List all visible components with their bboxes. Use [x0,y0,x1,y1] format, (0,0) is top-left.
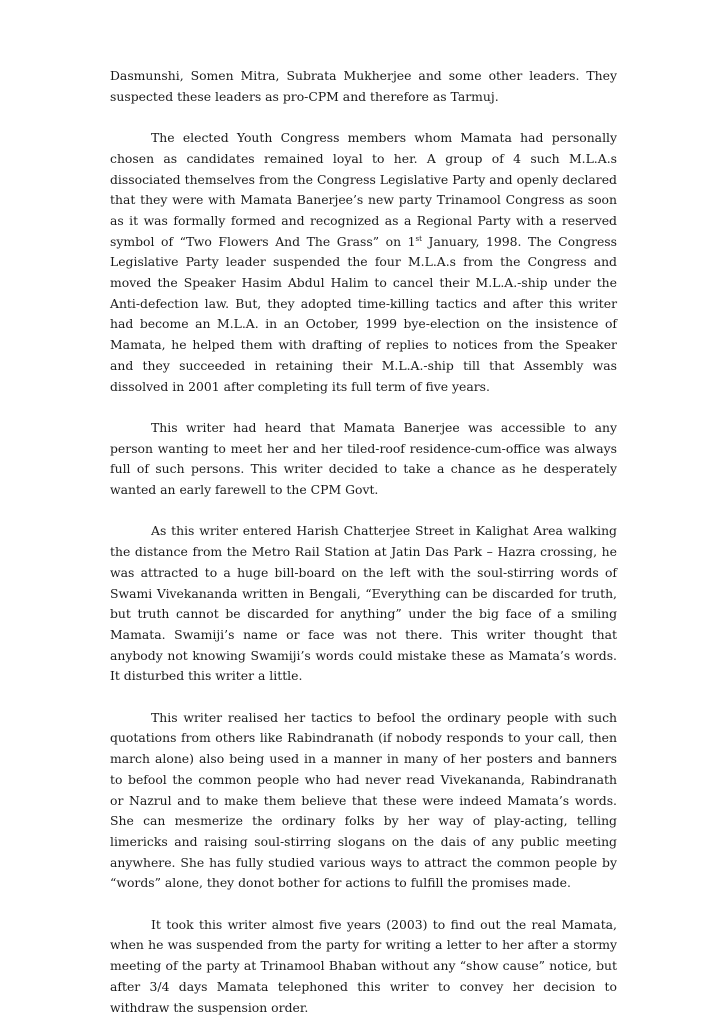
paragraph-2-text-before-superscript: The elected Youth Congress members whom Mamata had personally chosen as candidates remained loyal to her. A group of 4 such M.L.A.s dissociated themselves from the Congress Legislative Party and openly declared that they were with Mamata Banerjee’s new party Trinamool Congress as soon as it was formally formed and recognized as a Regional Party with a reserved symbol of “Two Flowers And The Grass” on 1 [110,130,617,249]
paragraph-2 [110,128,617,397]
paragraph-2-text-after-superscript: January, 1998. The Congress Legislative Party leader suspended the four M.L.A.s from the Congress and moved the Speaker Hasim Abdul Halim to cancel their M.L.A.-ship under the Anti-defection law. But, they adopted time-killing tactics and after this writer had become an M.L.A. in an October, 1999 bye-election on the insistence of Mamata, he helped them with drafting of replies to notices from the Speaker and they succeeded in retaining their M.L.A.-ship till that Assembly was dissolved in 2001 after completing its full term of five years. [110,233,617,394]
paragraph-3: This writer had heard that Mamata Banerjee was accessible to any person wanting to meet her and her tiled-roof residence-cum-office was always full of such persons. This writer decided to take a chance as he desperately wanted an early farewell to the CPM Govt. [110,419,617,498]
ordinal-superscript: st [415,234,422,243]
paragraph-4: As this writer entered Harish Chatterjee Street in Kalighat Area walking the distance from the Metro Rail Station at Jatin Das Park – Hazra crossing, he was attracted to a huge bill-board on the left with the soul-stirring words of Swami Vivekananda written in Bengali, “Everything can be discarded for truth, but truth cannot be discarded for anything” under the big face of a smiling Mamata. Swamiji’s name or face was not there. This writer thought that anybody not knowing Swamiji’s words could mistake these as Mamata’s words. It disturbed this writer a little. [110,523,617,684]
document-page [110,66,617,1018]
paragraph-1: Dasmunshi, Somen Mitra, Subrata Mukherjee and some other leaders. They suspected these leaders as pro-CPM and therefore as Tarmuj. [110,68,617,104]
paragraph-6: It took this writer almost five years (2003) to find out the real Mamata, when he was suspended from the party for writing a letter to her after a stormy meeting of the party at Trinamool Bhaban without any “show cause” notice, but after 3/4 days Mamata telephoned this writer to convey her decision to withdraw the suspension order. [110,916,617,1015]
paragraph-5: This writer realised her tactics to befool the ordinary people with such quotations from others like Rabindranath (if nobody responds to your call, then march alone) also being used in a manner in many of her posters and banners to befool the common people who had never read Vivekananda, Rabindranath or Nazrul and to make them believe that these were indeed Mamata’s words. She can mesmerize the ordinary folks by her way of play-acting, telling limericks and raising soul-stirring slogans on the dais of any public meeting anywhere. She has fully studied various ways to attract the common people by “words” alone, they donot bother for actions to fulfill the promises made. [110,709,617,891]
